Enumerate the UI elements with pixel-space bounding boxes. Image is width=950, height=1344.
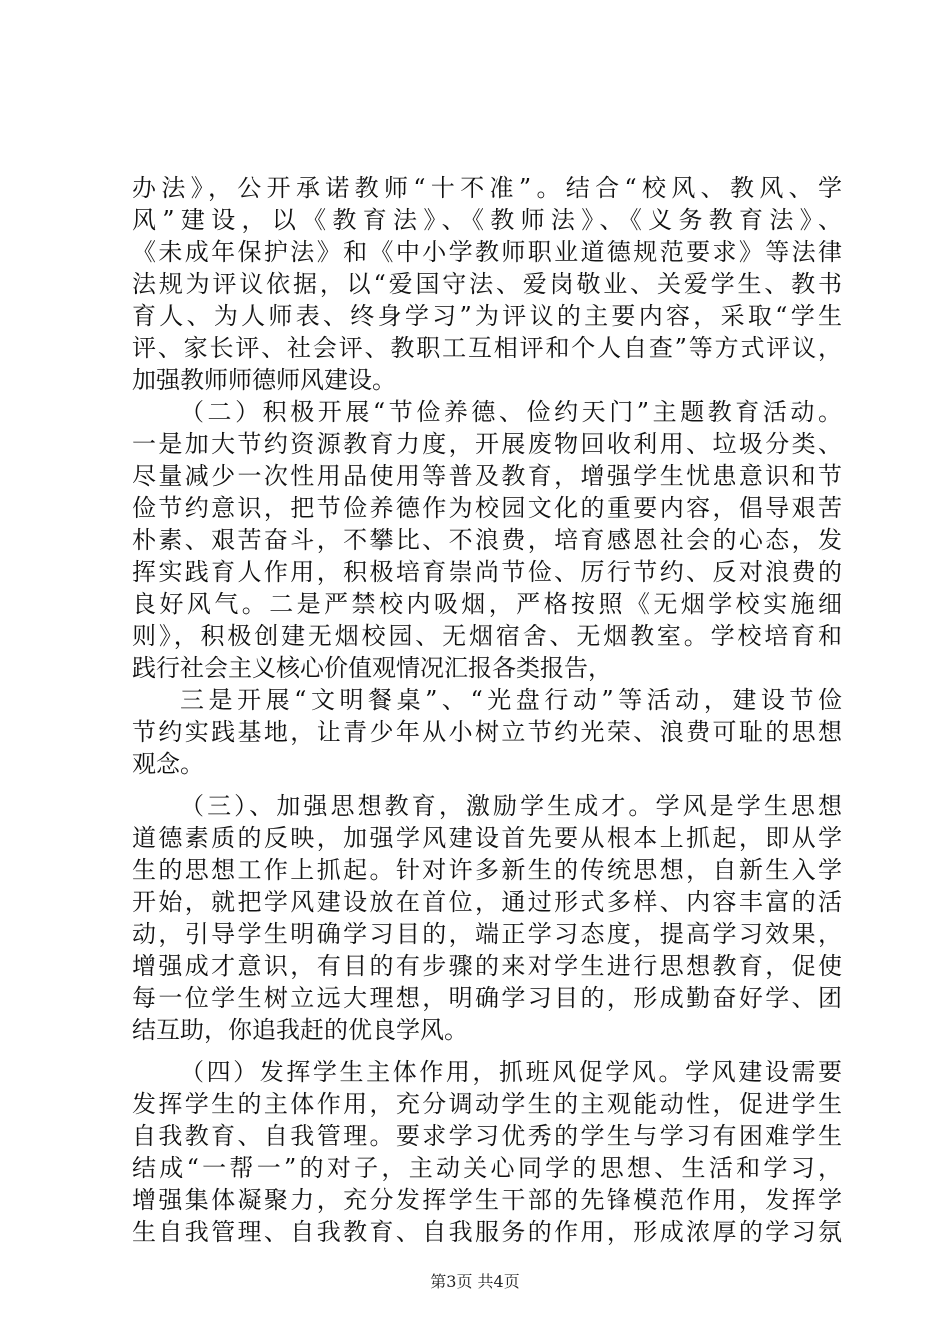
document-body (132, 172, 842, 1248)
text-line: 育人、为人师表、终身学习”为评议的主要内容，采取“学生 (132, 302, 842, 330)
text-line: 风”建设，以《教育法》、《教师法》、《义务教育法》、 (132, 206, 842, 234)
text-line: 每一位学生树立远大理想，明确学习目的，形成勤奋好学、团 (132, 984, 842, 1012)
text-line: 生自我管理、自我教育、自我服务的作用，形成浓厚的学习氛 (132, 1218, 842, 1246)
text-line: 增强成才意识，有目的有步骤的来对学生进行思想教育，促使 (132, 952, 842, 980)
text-line: 观念。 (132, 750, 204, 778)
text-line: 良好风气。二是严禁校内吸烟，严格按照《无烟学校实施细 (132, 590, 842, 618)
text-line: 结互助，你追我赶的优良学风。 (132, 1016, 468, 1044)
text-line: （三）、加强思想教育，激励学生成才。学风是学生思想 (180, 792, 842, 820)
text-line: 生的思想工作上抓起。针对许多新生的传统思想，自新生入学 (132, 856, 842, 884)
text-line: 挥实践育人作用，积极培育崇尚节俭、厉行节约、反对浪费的 (132, 558, 842, 586)
text-line: 《未成年保护法》和《中小学教师职业道德规范要求》等法律 (132, 238, 842, 266)
paragraph-gap (132, 1046, 842, 1056)
text-line: 朴素、艰苦奋斗，不攀比、不浪费，培育感恩社会的心态，发 (132, 526, 842, 554)
text-line: 则》，积极创建无烟校园、无烟宿舍、无烟教室。学校培育和 (132, 622, 842, 650)
text-line: 结成“一帮一”的对子，主动关心同学的思想、生活和学习， (132, 1154, 842, 1182)
paragraph-gap (132, 780, 842, 790)
paragraph-2 (132, 396, 842, 684)
text-line: 法规为评议依据，以“爱国守法、爱岗敬业、关爱学生、教书 (132, 270, 842, 298)
paragraph-4 (132, 790, 842, 1046)
text-line: 节约实践基地，让青少年从小树立节约光荣、浪费可耻的思想 (132, 718, 842, 746)
text-line: 开始，就把学风建设放在首位，通过形式多样、内容丰富的活 (132, 888, 842, 916)
paragraph-1 (132, 172, 842, 396)
text-line: 俭节约意识，把节俭养德作为校园文化的重要内容，倡导艰苦 (132, 494, 842, 522)
text-line: 自我教育、自我管理。要求学习优秀的学生与学习有困难学生 (132, 1122, 842, 1150)
text-line: （四）发挥学生主体作用，抓班风促学风。学风建设需要 (180, 1058, 842, 1086)
text-line: 尽量减少一次性用品使用等普及教育，增强学生忧患意识和节 (132, 462, 842, 490)
text-line: 三是开展“文明餐桌”、“光盘行动”等活动，建设节俭 (180, 686, 842, 714)
text-line: 评、家长评、社会评、教职工互相评和个人自查”等方式评议， (132, 334, 842, 362)
text-line: 发挥学生的主体作用，充分调动学生的主观能动性，促进学生 (132, 1090, 842, 1118)
text-line: 办法》，公开承诺教师“十不准”。结合“校风、教风、学 (132, 174, 842, 202)
paragraph-5 (132, 1056, 842, 1248)
text-line: （二）积极开展“节俭养德、俭约天门”主题教育活动。 (180, 398, 842, 426)
text-line: 加强教师师德师风建设。 (132, 366, 396, 394)
text-line: 动，引导学生明确学习目的，端正学习态度，提高学习效果， (132, 920, 842, 948)
text-line: 践行社会主义核心价值观情况汇报各类报告， (132, 654, 612, 682)
paragraph-3 (132, 684, 842, 780)
page-number-footer: 第3页 共4页 (430, 1272, 520, 1291)
text-line: 一是加大节约资源教育力度，开展废物回收利用、垃圾分类、 (132, 430, 842, 458)
text-line: 道德素质的反映，加强学风建设首先要从根本上抓起，即从学 (132, 824, 842, 852)
text-line: 增强集体凝聚力，充分发挥学生干部的先锋模范作用，发挥学 (132, 1186, 842, 1214)
